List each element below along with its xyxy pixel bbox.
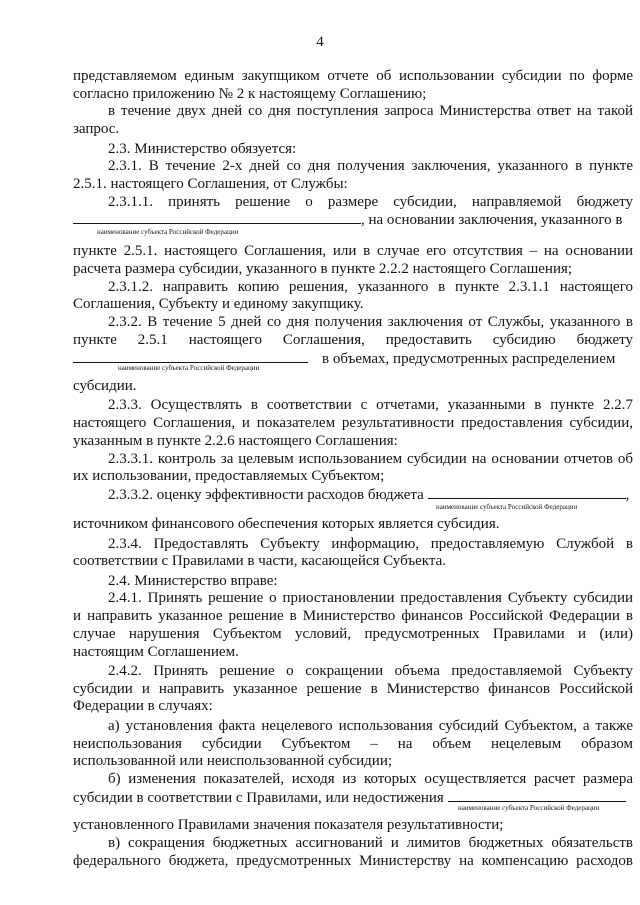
text-line: 2.5.1. настоящего Соглашения, от Службы:	[73, 176, 348, 192]
page-number: 4	[316, 34, 324, 50]
text-line: использованной или неиспользованной субсидии;	[73, 753, 393, 769]
text-line: расчета размера субсидии, указанного в пункте 2.2.2 настоящего Соглашения;	[73, 261, 573, 277]
text-line: 2.3.3. Осуществлять в соответствии с отчетами, указанными в пункте 2.2.7	[108, 397, 633, 413]
text-line: Соглашения, Субъекту и единому закупщику.	[73, 296, 364, 312]
text-line: неиспользования субсидии Субъектом – на объем нецелевым образом	[73, 736, 633, 752]
text-line: запрос.	[73, 121, 120, 137]
text-line: настоящего Соглашения, и показателем результативности предоставления субсидии,	[73, 415, 633, 431]
section-heading: 2.4. Министерство вправе:	[108, 573, 278, 589]
text-line: 2.4.2. Принять решение о сокращении объема предоставляемой Субъекту	[108, 663, 633, 679]
text-line: согласно приложению № 2 к настоящему Соглашению;	[73, 86, 427, 102]
text-line: в течение двух дней со дня поступления запроса Министерства ответ на такой	[108, 103, 633, 119]
text-line: 2.3.1.1. принять решение о размере субсидии, направляемой бюджету	[108, 194, 633, 210]
text-line-with-blank: субсидии в соответствии с Правилами, или недостижения	[73, 787, 633, 807]
text-line: субсидии и направить указанное решение в Министерство финансов Российской	[73, 681, 633, 697]
text-line: 2.3.1.2. направить копию решения, указанного в пункте 2.3.1.1 настоящего	[108, 279, 633, 295]
text-line: случае нарушения Субъектом условий, предусмотренных Правилами и (или)	[73, 626, 633, 642]
text-line: федерального бюджета, предусмотренных Министерству на компенсацию расходов	[73, 853, 633, 869]
text-line: их использовании, предоставляемых Субъектом;	[73, 468, 385, 484]
text-line: пункте 2.5.1. настоящего Соглашения, или в случае его отсутствия – на основании	[73, 243, 633, 259]
text-line: представляемом единым закупщиком отчете об использовании субсидии по форме	[73, 68, 633, 84]
text-line: соответствии с Правилами в части, касающейся Субъекта.	[73, 553, 447, 569]
text-line: а) установления факта нецелевого использования субсидий Субъектом, а также	[108, 718, 633, 734]
text-line: б) изменения показателей, исходя из которых осуществляется расчет размера	[108, 771, 633, 787]
text-line: 2.3.1. В течение 2-х дней со дня получения заключения, указанного в пункте	[108, 158, 633, 174]
text-line: 2.3.3.1. контроль за целевым использованием субсидии на основании отчетов об	[108, 451, 633, 467]
blank-caption: наименование субъекта Российской Федерации	[458, 804, 600, 812]
text-line: настоящим Соглашением.	[73, 644, 239, 660]
blank-caption: наименование субъекта Российской Федерации	[97, 228, 239, 236]
text-line: и направить указанное решение в Министерство финансов Российской Федерации в	[73, 608, 633, 624]
text-line: пункте 2.5.1 настоящего Соглашения, предоставить субсидию бюджету	[73, 332, 633, 348]
blank-caption: наименование субъекта Российской Федерации	[436, 503, 578, 511]
section-heading: 2.3. Министерство обязуется:	[108, 141, 297, 157]
blank-caption: наименование субъекта Российской Федерации	[118, 364, 260, 372]
text-line: Федерации в случаях:	[73, 698, 213, 714]
text-line: субсидии.	[73, 378, 137, 394]
text-line: 2.4.1. Принять решение о приостановлении предоставления Субъекту субсидии	[108, 590, 633, 606]
text-line-with-blank: , на основании заключения, указанного в	[73, 209, 633, 229]
text-line: 2.3.2. В течение 5 дней со дня получения заключения от Службы, указанного в	[108, 314, 633, 330]
fill-in-blank	[73, 348, 308, 363]
fill-in-blank	[428, 484, 626, 499]
text-line: указанным в пункте 2.2.6 настоящего Соглашения:	[73, 433, 398, 449]
text-line-with-blank: в объемах, предусмотренных распределением	[73, 348, 633, 368]
text-line: в) сокращения бюджетных ассигнований и лимитов бюджетных обязательств	[108, 835, 633, 851]
fill-in-blank	[448, 787, 626, 802]
text-line-with-blank: 2.3.3.2. оценку эффективности расходов бюджета ,	[108, 484, 633, 504]
text-line: 2.3.4. Предоставлять Субъекту информацию, предоставляемую Службой в	[108, 536, 633, 552]
text-line: источником финансового обеспечения которых является субсидия.	[73, 516, 500, 532]
text-line: установленного Правилами значения показателя результативности;	[73, 817, 504, 833]
fill-in-blank	[73, 209, 361, 224]
